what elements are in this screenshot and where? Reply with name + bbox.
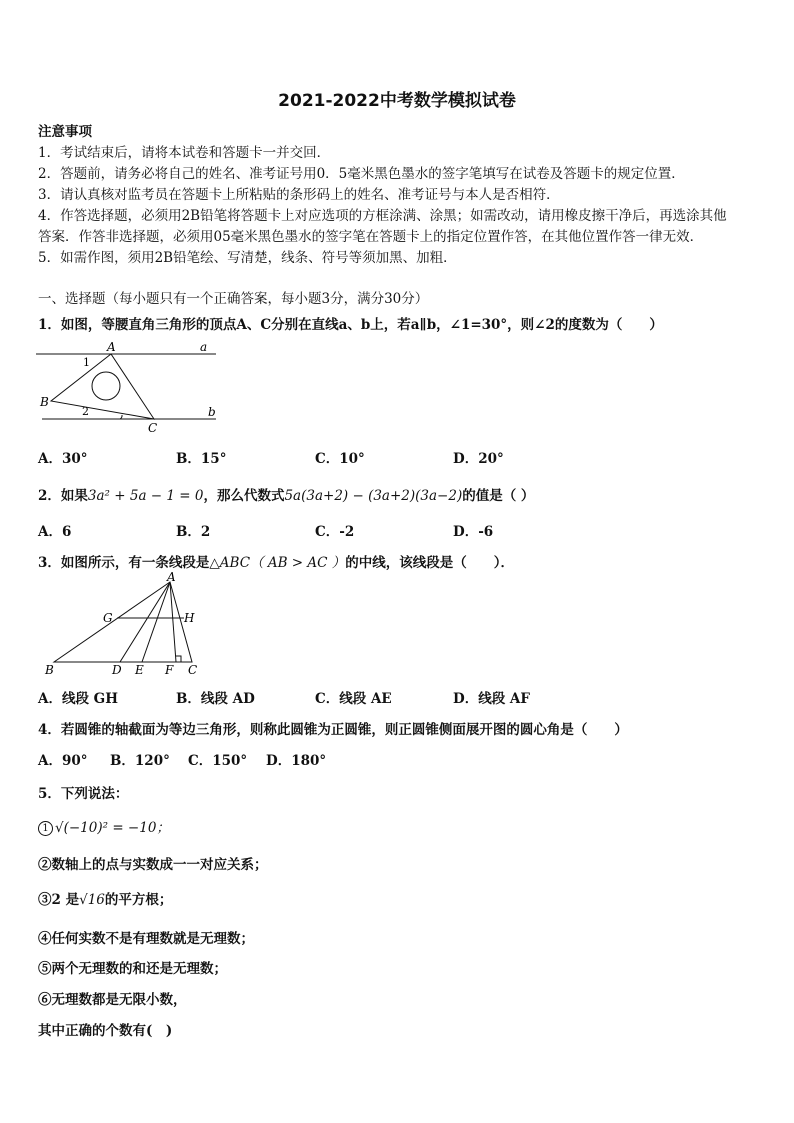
q3-suffix: 的中线，该线段是（ ）． bbox=[345, 555, 515, 571]
label-F: F bbox=[165, 663, 174, 677]
option-b[interactable]: B．2 bbox=[176, 524, 211, 540]
q2-suffix: 的值是（ ） bbox=[462, 488, 535, 504]
question-1-text: 1．如图，等腰直角三角形的顶点A、C分别在直线a、b上，若a∥b，∠1=30°，则∠2的度数为（ ） bbox=[38, 317, 663, 333]
option-a[interactable]: A．6 bbox=[38, 524, 72, 540]
statement-3-prefix: ③2 是 bbox=[38, 892, 80, 908]
q5-statement-2: ②数轴上的点与实数成一一对应关系； bbox=[38, 857, 268, 873]
q2-expression: 5a(3a+2) − (3a+2)(3a−2) bbox=[284, 488, 463, 504]
option-a[interactable]: A．线段 GH bbox=[38, 691, 118, 707]
question-4-text: 4．若圆锥的轴截面为等边三角形，则称此圆锥为正圆锥，则正圆锥侧面展开图的圆心角是（ ） bbox=[38, 722, 628, 738]
triangle-hole bbox=[92, 372, 120, 400]
question-2-text bbox=[38, 484, 534, 504]
segment-ad bbox=[120, 582, 170, 662]
q5-prompt: 其中正确的个数有( ) bbox=[38, 1023, 173, 1039]
statement-3-suffix: 的平方根； bbox=[104, 892, 173, 908]
q3-triangle: △ABC bbox=[209, 555, 251, 571]
question-3-figure bbox=[40, 572, 210, 680]
section-heading: 一、选择题（每小题只有一个正确答案，每小题3分，满分30分） bbox=[38, 291, 429, 307]
q3-prefix: 3．如图所示，有一条线段是 bbox=[38, 555, 210, 571]
note-item: 1．考试结束后，请将本试卷和答题卡一并交回． bbox=[38, 145, 331, 161]
statement-1-expression: √(−10)² = −10； bbox=[55, 820, 170, 836]
segment-ae bbox=[142, 582, 170, 662]
statement-number: 1 bbox=[38, 821, 53, 836]
triangle-abc bbox=[51, 354, 154, 419]
label-E: E bbox=[135, 663, 144, 677]
notes-heading: 注意事项 bbox=[38, 124, 92, 140]
label-D: D bbox=[112, 663, 122, 677]
option-c[interactable]: C．150° bbox=[188, 753, 248, 769]
question-3-text bbox=[38, 551, 514, 571]
q5-statement-6: ⑥无理数都是无限小数， bbox=[38, 992, 187, 1008]
statement-3-radical: √16 bbox=[79, 892, 105, 908]
option-b[interactable]: B．线段 AD bbox=[176, 691, 255, 707]
question-1-figure bbox=[36, 338, 226, 434]
option-b[interactable]: B．120° bbox=[110, 753, 170, 769]
q2-mid: ，那么代数式 bbox=[203, 488, 285, 504]
option-c[interactable]: C．-2 bbox=[315, 524, 355, 540]
q5-statement-4: ④任何实数不是有理数就是无理数； bbox=[38, 931, 254, 947]
label-C: C bbox=[148, 421, 158, 434]
option-d[interactable]: D．-6 bbox=[453, 524, 494, 540]
label-angle-2: 2 bbox=[82, 405, 89, 418]
option-d[interactable]: D．20° bbox=[453, 451, 504, 467]
note-item: 2．答题前，请务必将自己的姓名、准考证号用0．5毫米黑色墨水的签字笔填写在试卷及答题卡的规定位置． bbox=[38, 166, 685, 182]
label-B: B bbox=[40, 395, 49, 409]
question-5-text: 5．下列说法： bbox=[38, 786, 129, 802]
q3-condition: （ AB > AC ） bbox=[250, 555, 346, 571]
q5-statement-1 bbox=[38, 816, 170, 836]
q5-statement-5: ⑤两个无理数的和还是无理数； bbox=[38, 961, 227, 977]
label-H: H bbox=[184, 611, 195, 625]
note-item: 答案．作答非选择题，必须用05毫米黑色墨水的签字笔在答题卡上的指定位置作答，在其他位置作答一律无效． bbox=[38, 229, 704, 245]
label-C: C bbox=[188, 663, 198, 677]
note-item: 4．作答选择题，必须用2B铅笔将答题卡上对应选项的方框涂满、涂黑；如需改动，请用橡皮擦干净后，再选涂其他 bbox=[38, 208, 727, 224]
option-d[interactable]: D．180° bbox=[266, 753, 327, 769]
option-c[interactable]: C．10° bbox=[315, 451, 365, 467]
label-B: B bbox=[45, 663, 54, 677]
note-item: 5．如需作图，须用2B铅笔绘、写清楚，线条、符号等须加黑、加粗． bbox=[38, 250, 457, 266]
label-G: G bbox=[103, 611, 113, 625]
option-a[interactable]: A．90° bbox=[38, 753, 88, 769]
label-angle-1: 1 bbox=[83, 356, 90, 369]
option-c[interactable]: C．线段 AE bbox=[315, 691, 392, 707]
q2-prefix: 2．如果 bbox=[38, 488, 88, 504]
page-title: 2021-2022中考数学模拟试卷 bbox=[278, 91, 516, 111]
option-d[interactable]: D．线段 AF bbox=[453, 691, 530, 707]
note-item: 3．请认真核对监考员在答题卡上所粘贴的条形码上的姓名、准考证号与本人是否相符． bbox=[38, 187, 560, 203]
option-a[interactable]: A．30° bbox=[38, 451, 88, 467]
option-b[interactable]: B．15° bbox=[176, 451, 227, 467]
q5-statement-3 bbox=[38, 888, 172, 908]
label-b: b bbox=[208, 405, 216, 419]
q2-condition: 3a² + 5a − 1 = 0 bbox=[87, 488, 204, 504]
label-A: A bbox=[107, 340, 116, 354]
label-A: A bbox=[167, 572, 176, 584]
label-a: a bbox=[200, 340, 208, 354]
